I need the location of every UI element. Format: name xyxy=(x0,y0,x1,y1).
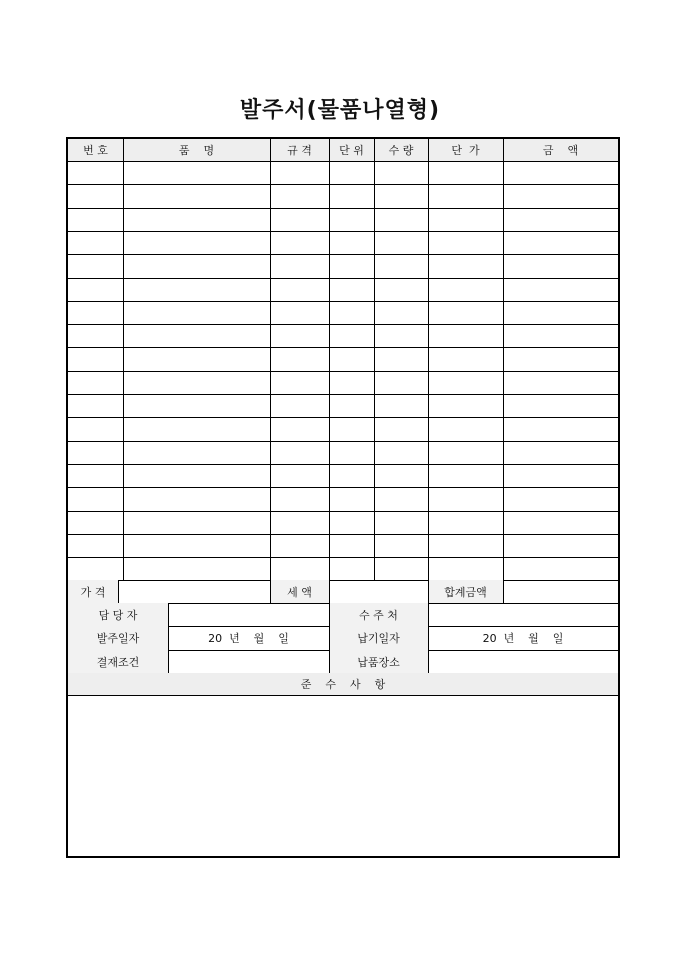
row-quantity-cell[interactable] xyxy=(374,208,428,231)
grid-line xyxy=(329,580,330,603)
row-quantity-cell[interactable] xyxy=(374,464,428,487)
row-number-cell[interactable] xyxy=(68,208,123,231)
row-number-cell[interactable] xyxy=(68,184,123,207)
row-number-cell[interactable] xyxy=(68,487,123,510)
row-number-cell[interactable] xyxy=(68,254,123,277)
row-quantity-cell[interactable] xyxy=(374,487,428,510)
manager-value[interactable] xyxy=(168,603,329,626)
grid-line xyxy=(428,139,429,580)
row-spec-cell[interactable] xyxy=(270,394,329,417)
row-spec-cell[interactable] xyxy=(270,347,329,370)
header-item-name: 품 명 xyxy=(123,139,270,161)
row-unit-cell[interactable] xyxy=(329,417,374,440)
grid-line xyxy=(270,139,271,580)
row-number-cell[interactable] xyxy=(68,557,123,580)
row-amount-cell[interactable] xyxy=(503,557,618,580)
row-amount-cell[interactable] xyxy=(503,161,618,184)
price-value[interactable] xyxy=(118,580,270,603)
row-number-cell[interactable] xyxy=(68,161,123,184)
row-spec-cell[interactable] xyxy=(270,184,329,207)
row-unit-price-cell[interactable] xyxy=(428,534,503,557)
row-item-name-cell[interactable] xyxy=(123,394,270,417)
row-number-cell[interactable] xyxy=(68,324,123,347)
row-unit-price-cell[interactable] xyxy=(428,464,503,487)
row-quantity-cell[interactable] xyxy=(374,441,428,464)
row-amount-cell[interactable] xyxy=(503,441,618,464)
row-amount-cell[interactable] xyxy=(503,417,618,440)
row-item-name-cell[interactable] xyxy=(123,254,270,277)
row-quantity-cell[interactable] xyxy=(374,324,428,347)
row-unit-price-cell[interactable] xyxy=(428,231,503,254)
row-spec-cell[interactable] xyxy=(270,301,329,324)
supplier-label: 수 주 처 xyxy=(329,603,428,626)
notes-body[interactable] xyxy=(68,696,618,856)
grid-line xyxy=(118,580,119,603)
row-quantity-cell[interactable] xyxy=(374,184,428,207)
grid-line xyxy=(168,603,169,673)
row-unit-cell[interactable] xyxy=(329,231,374,254)
row-unit-price-cell[interactable] xyxy=(428,184,503,207)
notes-header: 준 수 사 항 xyxy=(68,673,618,695)
grid-line xyxy=(123,139,124,580)
delivery-place-label: 납품장소 xyxy=(329,650,428,673)
row-quantity-cell[interactable] xyxy=(374,511,428,534)
row-amount-cell[interactable] xyxy=(503,254,618,277)
row-unit-price-cell[interactable] xyxy=(428,557,503,580)
row-quantity-cell[interactable] xyxy=(374,394,428,417)
row-number-cell[interactable] xyxy=(68,464,123,487)
row-number-cell[interactable] xyxy=(68,511,123,534)
row-item-name-cell[interactable] xyxy=(123,534,270,557)
row-quantity-cell[interactable] xyxy=(374,557,428,580)
row-unit-price-cell[interactable] xyxy=(428,371,503,394)
row-number-cell[interactable] xyxy=(68,278,123,301)
row-item-name-cell[interactable] xyxy=(123,464,270,487)
row-quantity-cell[interactable] xyxy=(374,347,428,370)
delivery-date-value[interactable]: 20 년 월 일 xyxy=(482,632,564,645)
row-amount-cell[interactable] xyxy=(503,231,618,254)
row-unit-cell[interactable] xyxy=(329,394,374,417)
row-number-cell[interactable] xyxy=(68,417,123,440)
row-unit-price-cell[interactable] xyxy=(428,278,503,301)
row-item-name-cell[interactable] xyxy=(123,324,270,347)
row-unit-cell[interactable] xyxy=(329,301,374,324)
order-date-value[interactable]: 20 년 월 일 xyxy=(208,632,289,645)
row-amount-cell[interactable] xyxy=(503,487,618,510)
row-item-name-cell[interactable] xyxy=(123,184,270,207)
header-amount: 금 액 xyxy=(503,139,618,161)
row-unit-price-cell[interactable] xyxy=(428,208,503,231)
row-item-name-cell[interactable] xyxy=(123,208,270,231)
tax-value[interactable] xyxy=(329,580,428,603)
row-spec-cell[interactable] xyxy=(270,254,329,277)
row-spec-cell[interactable] xyxy=(270,557,329,580)
row-unit-cell[interactable] xyxy=(329,371,374,394)
header-unit: 단 위 xyxy=(329,139,374,161)
row-unit-cell[interactable] xyxy=(329,161,374,184)
row-spec-cell[interactable] xyxy=(270,487,329,510)
tax-label: 세 액 xyxy=(270,580,329,603)
purchase-order-form xyxy=(66,137,620,858)
row-spec-cell[interactable] xyxy=(270,208,329,231)
row-item-name-cell[interactable] xyxy=(123,301,270,324)
row-spec-cell[interactable] xyxy=(270,511,329,534)
row-amount-cell[interactable] xyxy=(503,394,618,417)
order-date-label: 발주일자 xyxy=(68,626,168,650)
row-unit-price-cell[interactable] xyxy=(428,254,503,277)
row-unit-cell[interactable] xyxy=(329,184,374,207)
header-spec: 규 격 xyxy=(270,139,329,161)
row-amount-cell[interactable] xyxy=(503,324,618,347)
row-spec-cell[interactable] xyxy=(270,161,329,184)
row-number-cell[interactable] xyxy=(68,231,123,254)
row-unit-price-cell[interactable] xyxy=(428,511,503,534)
supplier-value[interactable] xyxy=(428,603,618,626)
header-unit-price: 단 가 xyxy=(428,139,503,161)
row-unit-cell[interactable] xyxy=(329,511,374,534)
row-unit-cell[interactable] xyxy=(329,557,374,580)
grid-line xyxy=(503,139,504,580)
manager-label: 담 당 자 xyxy=(68,603,168,626)
row-amount-cell[interactable] xyxy=(503,347,618,370)
row-amount-cell[interactable] xyxy=(503,464,618,487)
row-unit-cell[interactable] xyxy=(329,347,374,370)
row-number-cell[interactable] xyxy=(68,394,123,417)
row-quantity-cell[interactable] xyxy=(374,417,428,440)
row-unit-cell[interactable] xyxy=(329,208,374,231)
row-unit-price-cell[interactable] xyxy=(428,301,503,324)
payment-terms-value[interactable] xyxy=(168,650,329,673)
grid-line xyxy=(428,580,429,603)
page-title: 발주서(물품나열형) xyxy=(239,98,441,123)
grid-line xyxy=(270,580,271,603)
header-quantity: 수 량 xyxy=(374,139,428,161)
row-spec-cell[interactable] xyxy=(270,231,329,254)
grid-line xyxy=(374,139,375,580)
row-unit-cell[interactable] xyxy=(329,254,374,277)
row-unit-cell[interactable] xyxy=(329,441,374,464)
grid-line xyxy=(329,139,330,580)
row-unit-price-cell[interactable] xyxy=(428,394,503,417)
row-amount-cell[interactable] xyxy=(503,184,618,207)
row-number-cell[interactable] xyxy=(68,441,123,464)
row-unit-price-cell[interactable] xyxy=(428,347,503,370)
row-quantity-cell[interactable] xyxy=(374,161,428,184)
grid-line xyxy=(329,603,330,673)
price-label: 가 격 xyxy=(68,580,118,603)
row-amount-cell[interactable] xyxy=(503,208,618,231)
delivery-date-label: 납기일자 xyxy=(329,626,428,650)
grid-line xyxy=(428,603,429,673)
row-number-cell[interactable] xyxy=(68,534,123,557)
row-amount-cell[interactable] xyxy=(503,511,618,534)
row-number-cell[interactable] xyxy=(68,371,123,394)
row-spec-cell[interactable] xyxy=(270,324,329,347)
row-spec-cell[interactable] xyxy=(270,534,329,557)
row-quantity-cell[interactable] xyxy=(374,278,428,301)
row-amount-cell[interactable] xyxy=(503,371,618,394)
row-unit-price-cell[interactable] xyxy=(428,324,503,347)
row-quantity-cell[interactable] xyxy=(374,231,428,254)
row-unit-cell[interactable] xyxy=(329,324,374,347)
grid-line xyxy=(503,580,504,603)
row-number-cell[interactable] xyxy=(68,301,123,324)
row-item-name-cell[interactable] xyxy=(123,371,270,394)
row-item-name-cell[interactable] xyxy=(123,347,270,370)
row-item-name-cell[interactable] xyxy=(123,161,270,184)
row-unit-price-cell[interactable] xyxy=(428,417,503,440)
total-label: 합계금액 xyxy=(428,580,503,603)
row-unit-cell[interactable] xyxy=(329,487,374,510)
header-number: 번 호 xyxy=(68,139,123,161)
row-quantity-cell[interactable] xyxy=(374,534,428,557)
row-unit-price-cell[interactable] xyxy=(428,487,503,510)
row-amount-cell[interactable] xyxy=(503,534,618,557)
row-unit-cell[interactable] xyxy=(329,464,374,487)
total-value[interactable] xyxy=(503,580,618,603)
row-spec-cell[interactable] xyxy=(270,371,329,394)
row-quantity-cell[interactable] xyxy=(374,301,428,324)
row-unit-cell[interactable] xyxy=(329,278,374,301)
row-item-name-cell[interactable] xyxy=(123,278,270,301)
row-amount-cell[interactable] xyxy=(503,301,618,324)
row-item-name-cell[interactable] xyxy=(123,441,270,464)
delivery-place-value[interactable] xyxy=(428,650,618,673)
row-unit-cell[interactable] xyxy=(329,534,374,557)
row-item-name-cell[interactable] xyxy=(123,231,270,254)
row-item-name-cell[interactable] xyxy=(123,417,270,440)
row-spec-cell[interactable] xyxy=(270,278,329,301)
row-unit-price-cell[interactable] xyxy=(428,441,503,464)
row-number-cell[interactable] xyxy=(68,347,123,370)
row-item-name-cell[interactable] xyxy=(123,557,270,580)
row-quantity-cell[interactable] xyxy=(374,371,428,394)
row-spec-cell[interactable] xyxy=(270,417,329,440)
row-item-name-cell[interactable] xyxy=(123,511,270,534)
row-amount-cell[interactable] xyxy=(503,278,618,301)
row-spec-cell[interactable] xyxy=(270,464,329,487)
row-quantity-cell[interactable] xyxy=(374,254,428,277)
row-spec-cell[interactable] xyxy=(270,441,329,464)
payment-terms-label: 결재조건 xyxy=(68,650,168,673)
row-unit-price-cell[interactable] xyxy=(428,161,503,184)
row-item-name-cell[interactable] xyxy=(123,487,270,510)
